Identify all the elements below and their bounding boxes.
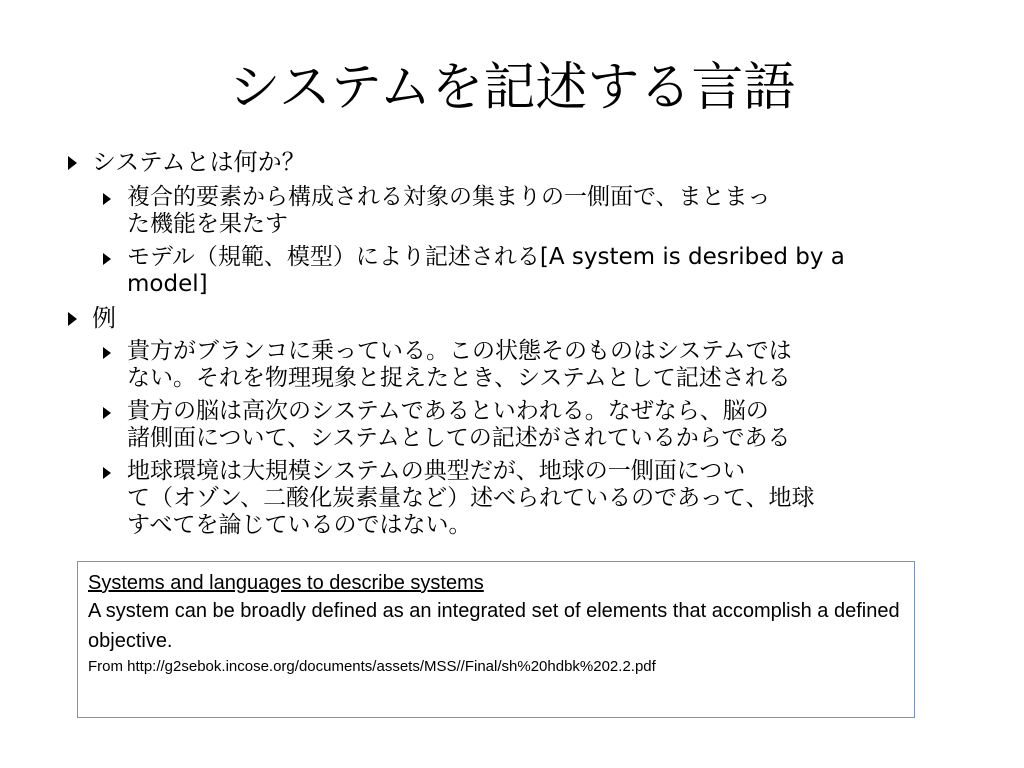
reference-box (77, 561, 915, 718)
bullet-text: 諸側面について、システムとしての記述がされているからである (127, 425, 791, 451)
reference-body: A system can be broadly defined as an integrated set of elements that accomplish a defined objective. (88, 600, 900, 652)
bullet-text: 例 (92, 304, 116, 332)
reference-title: Systems and languages to describe systems (88, 572, 484, 594)
bullet-arrow-icon (68, 156, 77, 170)
bullet-text: 貴方がブランコに乗っている。この状態そのものはシステムでは (127, 338, 792, 364)
bullet-text: モデル（規範、模型）により記述される[A system is desribed by a (127, 244, 845, 270)
bullet-text: 複合的要素から構成される対象の集まりの一側面で、まとまっ (127, 184, 771, 210)
bullet-text: システムとは何か？ (92, 148, 306, 176)
bullet-text: 地球環境は大規模システムの典型だが、地球の一側面につい (127, 458, 746, 484)
slide-title: システムを記述する言語 (228, 58, 796, 118)
reference-source: From http://g2sebok.incose.org/documents/assets/MSS//Final/sh%20hdbk%202.2.pdf (88, 658, 656, 675)
bullet-text: すべてを論じているのではない。 (127, 512, 472, 538)
bullet-arrow-icon (103, 347, 111, 359)
bullet-text: model] (127, 271, 208, 297)
bullet-text: 貴方の脳は高次のシステムであるといわれる。なぜなら、脳の (127, 398, 769, 424)
bullet-arrow-icon (68, 312, 77, 326)
bullet-text: て（オゾン、二酸化炭素量など）述べられているのであって、地球 (127, 485, 815, 511)
bullet-arrow-icon (103, 467, 111, 479)
bullet-text: ない。それを物理現象と捉えたとき、システムとして記述される (127, 365, 791, 391)
bullet-arrow-icon (103, 193, 111, 205)
bullet-text: た機能を果たす (127, 211, 288, 237)
bullet-arrow-icon (103, 407, 111, 419)
bullet-arrow-icon (103, 253, 111, 265)
